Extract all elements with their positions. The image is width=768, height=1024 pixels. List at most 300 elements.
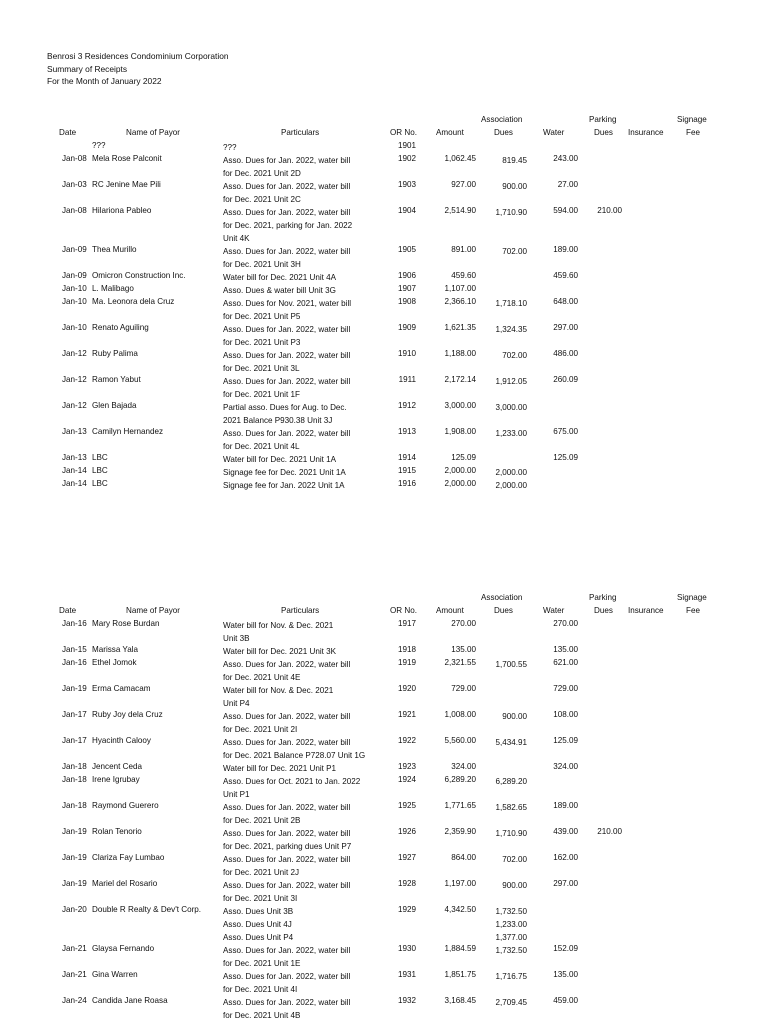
row-date: Jan-17 [62, 736, 87, 745]
col-signage-top: Signage [677, 593, 707, 602]
row-amount: 1,771.65 [444, 801, 476, 810]
particulars-line: Water bill for Dec. 2021 Unit 4A [223, 273, 337, 282]
col-assoc-bottom: Dues [494, 128, 513, 137]
row-or-number: 1903 [397, 180, 416, 189]
row-amount: 891.00 [451, 245, 476, 254]
row-association-dues [482, 658, 527, 671]
row-payor-name: Renato Aguiling [92, 323, 149, 332]
table-row [0, 710, 768, 736]
row-amount: 6,289.20 [444, 775, 476, 784]
col-parking-top: Parking [589, 593, 617, 602]
row-particulars [223, 827, 383, 853]
row-association-dues [482, 349, 527, 362]
row-association-dues [482, 853, 527, 866]
row-payor-name: Rolan Tenorio [92, 827, 142, 836]
receipts-table-2 [0, 593, 768, 1022]
row-or-number: 1914 [397, 453, 416, 462]
particulars-line: for Dec. 2021 Unit 1E [223, 959, 301, 968]
row-or-number: 1920 [397, 684, 416, 693]
row-water: 729.00 [553, 684, 578, 693]
table-row [0, 453, 768, 466]
row-payor-name: Ruby Palima [92, 349, 138, 358]
row-water: 459.00 [553, 996, 578, 1005]
particulars-line: for Dec. 2021 Unit 2J [223, 868, 300, 877]
table-body [0, 619, 768, 1022]
row-date: Jan-10 [62, 284, 87, 293]
row-payor-name: Hyacinth Calooy [92, 736, 151, 745]
row-or-number: 1932 [397, 996, 416, 1005]
row-payor-name: Mela Rose Palconit [92, 154, 162, 163]
row-association-dues [482, 827, 527, 840]
col-date: Date [59, 606, 77, 615]
col-assoc-top: Association [481, 115, 523, 124]
row-amount: 927.00 [451, 180, 476, 189]
table-row [0, 141, 768, 154]
row-payor-name: Glaysa Fernando [92, 944, 155, 953]
row-date: Jan-10 [62, 297, 87, 306]
report-header [47, 50, 229, 88]
row-date: Jan-14 [62, 479, 87, 488]
row-payor-name: L. Malibago [92, 284, 134, 293]
particulars-line: for Dec. 2021 Unit 3I [223, 894, 298, 903]
particulars-line: Unit P1 [223, 790, 250, 799]
row-or-number: 1905 [397, 245, 416, 254]
association-dues-line: 1,732.50 [495, 907, 527, 916]
row-water: 486.00 [553, 349, 578, 358]
table-row [0, 645, 768, 658]
association-dues-line: 1,732.50 [495, 946, 527, 955]
row-water: 324.00 [553, 762, 578, 771]
row-date: Jan-08 [62, 206, 87, 215]
particulars-line: for Dec. 2021, parking dues Unit P7 [223, 842, 352, 851]
table-row [0, 736, 768, 762]
row-particulars [223, 970, 383, 996]
table-row [0, 375, 768, 401]
row-date: Jan-21 [62, 970, 87, 979]
table-row [0, 762, 768, 775]
row-date: Jan-09 [62, 245, 87, 254]
row-particulars [223, 297, 383, 323]
association-dues-line: 702.00 [502, 247, 527, 256]
row-water: 243.00 [553, 154, 578, 163]
row-amount: 459.60 [451, 271, 476, 280]
association-dues-line: 1,233.00 [495, 920, 527, 929]
table-row [0, 775, 768, 801]
col-name: Name of Payor [126, 128, 180, 137]
association-dues-line: 1,710.90 [495, 208, 527, 217]
row-payor-name: Double R Realty & Dev't Corp. [92, 905, 202, 914]
association-dues-line: 1,377.00 [495, 933, 527, 942]
col-amount: Amount [436, 606, 464, 615]
particulars-line: Asso. Dues for Jan. 2022, water bill [223, 247, 351, 256]
table-row [0, 827, 768, 853]
row-payor-name: Clariza Fay Lumbao [92, 853, 165, 862]
row-or-number: 1908 [397, 297, 416, 306]
col-assoc-top: Association [481, 593, 523, 602]
row-or-number: 1907 [397, 284, 416, 293]
col-signage-top: Signage [677, 115, 707, 124]
row-water: 260.09 [553, 375, 578, 384]
row-payor-name: RC Jenine Mae Pili [92, 180, 161, 189]
table-row [0, 401, 768, 427]
row-amount: 729.00 [451, 684, 476, 693]
row-amount: 1,008.00 [444, 710, 476, 719]
particulars-line: Asso. Dues for Jan. 2022, water bill [223, 351, 351, 360]
row-association-dues [482, 323, 527, 336]
row-water: 621.00 [553, 658, 578, 667]
particulars-line: Asso. Dues for Jan. 2022, water bill [223, 660, 351, 669]
table-row [0, 996, 768, 1022]
row-or-number: 1909 [397, 323, 416, 332]
association-dues-line: 1,716.75 [495, 972, 527, 981]
table-row [0, 297, 768, 323]
row-particulars [223, 996, 383, 1022]
row-amount: 125.09 [451, 453, 476, 462]
row-payor-name: LBC [92, 466, 108, 475]
row-date: Jan-18 [62, 762, 87, 771]
row-water: 135.00 [553, 970, 578, 979]
table-row [0, 905, 768, 944]
table-row [0, 970, 768, 996]
table-row [0, 466, 768, 479]
row-payor-name: Candida Jane Roasa [92, 996, 168, 1005]
row-date: Jan-15 [62, 645, 87, 654]
row-particulars [223, 658, 383, 684]
particulars-line: 2021 Balance P930.38 Unit 3J [223, 416, 333, 425]
association-dues-line: 900.00 [502, 881, 527, 890]
particulars-line: Asso. Dues for Jan. 2022, water bill [223, 972, 351, 981]
row-association-dues [482, 206, 527, 219]
particulars-line: Asso. Dues for Jan. 2022, water bill [223, 946, 351, 955]
particulars-line: for Dec. 2021 Balance P728.07 Unit 1G [223, 751, 366, 760]
col-insurance: Insurance [628, 128, 664, 137]
particulars-line: for Dec. 2021 Unit 2I [223, 725, 298, 734]
row-payor-name: Hilariona Pableo [92, 206, 152, 215]
particulars-line: Partial asso. Dues for Aug. to Dec. [223, 403, 347, 412]
row-association-dues [482, 154, 527, 167]
row-or-number: 1931 [397, 970, 416, 979]
col-particulars: Particulars [281, 128, 320, 137]
row-particulars [223, 801, 383, 827]
association-dues-line: 2,000.00 [495, 481, 527, 490]
row-or-number: 1930 [397, 944, 416, 953]
association-dues-line: 3,000.00 [495, 403, 527, 412]
row-amount: 5,560.00 [444, 736, 476, 745]
row-or-number: 1921 [397, 710, 416, 719]
row-association-dues [482, 245, 527, 258]
association-dues-line: 5,434.91 [495, 738, 527, 747]
row-amount: 1,621.35 [444, 323, 476, 332]
particulars-line: Unit 4K [223, 234, 250, 243]
row-association-dues [482, 879, 527, 892]
particulars-line: Asso. Dues Unit 4J [223, 920, 292, 929]
particulars-line: for Dec. 2021 Unit 3H [223, 260, 301, 269]
association-dues-line: 1,912.05 [495, 377, 527, 386]
row-date: Jan-12 [62, 349, 87, 358]
particulars-line: Asso. Dues for Jan. 2022, water bill [223, 182, 351, 191]
row-payor-name: Marissa Yala [92, 645, 139, 654]
row-payor-name: Ethel Jomok [92, 658, 137, 667]
particulars-line: Asso. Dues for Jan. 2022, water bill [223, 325, 351, 334]
row-or-number: 1927 [397, 853, 416, 862]
particulars-line: for Dec. 2021 Unit P5 [223, 312, 301, 321]
row-association-dues [482, 801, 527, 814]
table-row [0, 245, 768, 271]
row-payor-name: Irene Igrubay [92, 775, 140, 784]
row-or-number: 1912 [397, 401, 416, 410]
particulars-line: for Dec. 2021 Unit P3 [223, 338, 301, 347]
row-or-number: 1928 [397, 879, 416, 888]
table-row [0, 323, 768, 349]
row-particulars [223, 206, 383, 245]
association-dues-line: 702.00 [502, 855, 527, 864]
row-or-number: 1906 [397, 271, 416, 280]
row-amount: 3,168.45 [444, 996, 476, 1005]
row-amount: 324.00 [451, 762, 476, 771]
particulars-line: Asso. Dues for Jan. 2022, water bill [223, 429, 351, 438]
row-water: 125.09 [553, 453, 578, 462]
receipts-table-1 [0, 115, 768, 492]
table-row [0, 658, 768, 684]
row-payor-name: Omicron Construction Inc. [92, 271, 186, 280]
row-particulars [223, 284, 383, 297]
table-row [0, 206, 768, 245]
particulars-line: for Dec. 2021, parking for Jan. 2022 [223, 221, 353, 230]
row-amount: 1,197.00 [444, 879, 476, 888]
row-payor-name: Camilyn Hernandez [92, 427, 164, 436]
row-water: 594.00 [553, 206, 578, 215]
table-header [0, 593, 768, 619]
row-water: 27.00 [557, 180, 578, 189]
association-dues-line: 6,289.20 [495, 777, 527, 786]
particulars-line: Water bill for Nov. & Dec. 2021 [223, 686, 334, 695]
row-water: 459.60 [553, 271, 578, 280]
table-row [0, 284, 768, 297]
company-name: Benrosi 3 Residences Condominium Corporation [47, 51, 229, 61]
particulars-line: Asso. Dues & water bill Unit 3G [223, 286, 336, 295]
particulars-line: Signage fee for Dec. 2021 Unit 1A [223, 468, 346, 477]
association-dues-line: 1,233.00 [495, 429, 527, 438]
row-date: Jan-13 [62, 427, 87, 436]
report-title: Summary of Receipts [47, 63, 128, 74]
row-payor-name: Jencent Ceda [92, 762, 142, 771]
row-date: Jan-08 [62, 154, 87, 163]
particulars-line: Asso. Dues for Nov. 2021, water bill [223, 299, 352, 308]
row-water: 297.00 [553, 323, 578, 332]
row-or-number: 1925 [397, 801, 416, 810]
row-payor-name: ??? [92, 141, 106, 150]
row-or-number: 1926 [397, 827, 416, 836]
row-amount: 135.00 [451, 645, 476, 654]
row-date: Jan-12 [62, 401, 87, 410]
row-particulars [223, 479, 383, 492]
row-date: Jan-18 [62, 775, 87, 784]
particulars-line: for Dec. 2021 Unit 4B [223, 1011, 301, 1020]
particulars-line: for Dec. 2021 Unit 3L [223, 364, 300, 373]
row-amount: 3,000.00 [444, 401, 476, 410]
row-particulars [223, 466, 383, 479]
particulars-line: Asso. Dues for Jan. 2022, water bill [223, 803, 351, 812]
row-amount: 1,062.45 [444, 154, 476, 163]
row-or-number: 1922 [397, 736, 416, 745]
col-parking-bottom: Dues [594, 128, 613, 137]
row-particulars [223, 154, 383, 180]
row-amount: 2,359.90 [444, 827, 476, 836]
row-amount: 2,514.90 [444, 206, 476, 215]
row-or-number: 1918 [397, 645, 416, 654]
row-association-dues [482, 375, 527, 388]
row-payor-name: Raymond Guerero [92, 801, 159, 810]
row-particulars [223, 710, 383, 736]
particulars-line: Unit 3B [223, 634, 250, 643]
particulars-line: Water bill for Dec. 2021 Unit 1A [223, 455, 337, 464]
row-particulars [223, 427, 383, 453]
row-particulars [223, 349, 383, 375]
particulars-line: Asso. Dues Unit 3B [223, 907, 294, 916]
particulars-line: Asso. Dues for Oct. 2021 to Jan. 2022 [223, 777, 361, 786]
row-amount: 1,107.00 [444, 284, 476, 293]
col-or-no: OR No. [390, 128, 417, 137]
particulars-line: Asso. Dues for Jan. 2022, water bill [223, 998, 351, 1007]
table-row [0, 684, 768, 710]
row-payor-name: Ruby Joy dela Cruz [92, 710, 163, 719]
row-amount: 2,321.55 [444, 658, 476, 667]
table-row [0, 944, 768, 970]
row-particulars [223, 271, 383, 284]
association-dues-line: 819.45 [502, 156, 527, 165]
row-date: Jan-20 [62, 905, 87, 914]
association-dues-line: 1,324.35 [495, 325, 527, 334]
row-particulars [223, 141, 383, 154]
row-association-dues [482, 180, 527, 193]
particulars-line: ??? [223, 143, 237, 152]
row-water: 189.00 [553, 801, 578, 810]
row-date: Jan-09 [62, 271, 87, 280]
particulars-line: Asso. Dues for Jan. 2022, water bill [223, 738, 351, 747]
row-date: Jan-14 [62, 466, 87, 475]
row-amount: 864.00 [451, 853, 476, 862]
particulars-line: Asso. Dues for Jan. 2022, water bill [223, 881, 351, 890]
row-parking-dues: 210.00 [597, 206, 622, 215]
particulars-line: for Dec. 2021 Unit 4L [223, 442, 300, 451]
table-row [0, 154, 768, 180]
col-assoc-bottom: Dues [494, 606, 513, 615]
row-particulars [223, 944, 383, 970]
row-or-number: 1911 [398, 375, 416, 384]
row-water: 125.09 [553, 736, 578, 745]
row-association-dues [482, 479, 527, 492]
particulars-line: Asso. Dues for Jan. 2022, water bill [223, 208, 351, 217]
row-or-number: 1924 [397, 775, 416, 784]
row-payor-name: LBC [92, 453, 108, 462]
row-particulars [223, 619, 383, 645]
particulars-line: Asso. Dues for Jan. 2022, water bill [223, 712, 351, 721]
row-association-dues [482, 996, 527, 1009]
row-water: 675.00 [553, 427, 578, 436]
table-row [0, 801, 768, 827]
table-row [0, 271, 768, 284]
row-amount: 2,172.14 [444, 375, 476, 384]
table-row [0, 853, 768, 879]
particulars-line: Water bill for Nov. & Dec. 2021 [223, 621, 334, 630]
particulars-line: Asso. Dues for Jan. 2022, water bill [223, 377, 351, 386]
row-payor-name: LBC [92, 479, 108, 488]
row-or-number: 1923 [397, 762, 416, 771]
row-or-number: 1915 [397, 466, 416, 475]
row-date: Jan-19 [62, 827, 87, 836]
row-or-number: 1910 [397, 349, 416, 358]
row-amount: 1,188.00 [444, 349, 476, 358]
col-or-no: OR No. [390, 606, 417, 615]
col-water: Water [543, 606, 565, 615]
particulars-line: Unit P4 [223, 699, 250, 708]
row-amount: 2,000.00 [444, 466, 476, 475]
particulars-line: Asso. Dues Unit P4 [223, 933, 294, 942]
row-date: Jan-24 [62, 996, 87, 1005]
row-payor-name: Mary Rose Burdan [92, 619, 160, 628]
row-or-number: 1929 [397, 905, 416, 914]
row-or-number: 1917 [397, 619, 416, 628]
row-or-number: 1916 [397, 479, 416, 488]
row-association-dues [482, 905, 527, 944]
row-payor-name: Ma. Leonora dela Cruz [92, 297, 175, 306]
row-amount: 2,000.00 [444, 479, 476, 488]
association-dues-line: 900.00 [502, 712, 527, 721]
row-date: Jan-03 [62, 180, 87, 189]
row-particulars [223, 853, 383, 879]
col-signage-bottom: Fee [686, 128, 700, 137]
association-dues-line: 1,710.90 [495, 829, 527, 838]
table-row [0, 349, 768, 375]
row-particulars [223, 736, 383, 762]
row-association-dues [482, 401, 527, 414]
row-water: 152.09 [553, 944, 578, 953]
row-date: Jan-19 [62, 684, 87, 693]
particulars-line: for Dec. 2021 Unit 4I [223, 985, 298, 994]
row-particulars [223, 401, 383, 427]
col-date: Date [59, 128, 77, 137]
row-parking-dues: 210.00 [597, 827, 622, 836]
col-water: Water [543, 128, 565, 137]
row-particulars [223, 775, 383, 801]
col-amount: Amount [436, 128, 464, 137]
particulars-line: Water bill for Dec. 2021 Unit P1 [223, 764, 337, 773]
association-dues-line: 1,718.10 [495, 299, 527, 308]
row-or-number: 1904 [397, 206, 416, 215]
row-particulars [223, 323, 383, 349]
row-date: Jan-13 [62, 453, 87, 462]
table-body [0, 141, 768, 492]
association-dues-line: 1,582.65 [495, 803, 527, 812]
row-association-dues [482, 736, 527, 749]
col-insurance: Insurance [628, 606, 664, 615]
row-payor-name: Erma Camacam [92, 684, 151, 693]
row-water: 108.00 [553, 710, 578, 719]
association-dues-line: 900.00 [502, 182, 527, 191]
particulars-line: for Dec. 2021 Unit 1F [223, 390, 300, 399]
row-amount: 270.00 [451, 619, 476, 628]
row-or-number: 1913 [397, 427, 416, 436]
particulars-line: Signage fee for Jan. 2022 Unit 1A [223, 481, 345, 490]
row-date: Jan-19 [62, 879, 87, 888]
row-water: 648.00 [553, 297, 578, 306]
row-particulars [223, 645, 383, 658]
row-or-number: 1901 [397, 141, 416, 150]
col-particulars: Particulars [281, 606, 320, 615]
particulars-line: Asso. Dues for Jan. 2022, water bill [223, 829, 351, 838]
row-date: Jan-16 [62, 619, 87, 628]
row-payor-name: Glen Bajada [92, 401, 137, 410]
